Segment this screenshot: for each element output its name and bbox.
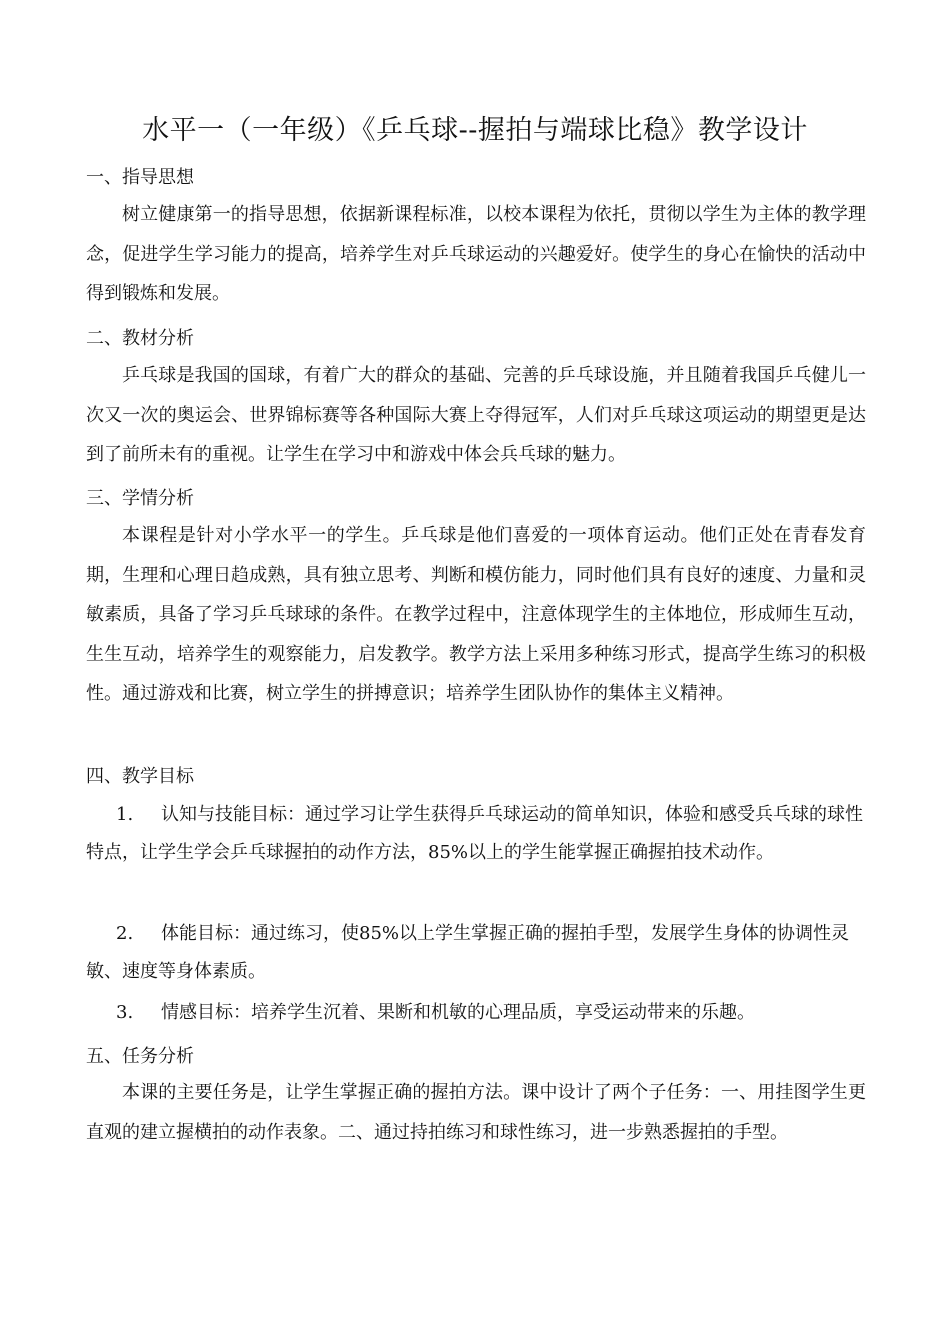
objective-text: 体能目标：通过练习，使85%以上学生掌握正确的握拍手型，发展学生身体的协调性灵敏、速度等身体素质。 (86, 923, 850, 982)
objective-item (86, 915, 866, 990)
section-paragraph-student-analysis: 本课程是针对小学水平一的学生。乒乓球是他们喜爱的一项体育运动。他们正处在青春发育期，生理和心理日趋成熟，具有独立思考、判断和模仿能力，同时他们具有良好的速度、力量和灵敏素质，具备了学习乒乓球球的条件。在教学过程中，注意体现学生的主体地位，形成师生互动，生生互动，培养学生的观察能力，启发教学。教学方法上采用多种练习形式，提高学生练习的积极性。通过游戏和比赛，树立学生的拼搏意识；培养学生团队协作的集体主义精神。 (86, 525, 866, 704)
section-heading-task-analysis: 五、任务分析 (86, 1046, 194, 1067)
objective-text: 情感目标：培养学生沉着、果断和机敏的心理品质，享受运动带来的乐趣。 (161, 1002, 755, 1023)
objective-item (86, 796, 866, 871)
section-paragraph-task-analysis: 本课的主要任务是，让学生掌握正确的握拍方法。课中设计了两个子任务：一、用挂图学生更直观的建立握横拍的动作表象。二、通过持拍练习和球性练习，进一步熟悉握拍的手型。 (86, 1082, 866, 1143)
objective-text: 认知与技能目标：通过学习让学生获得乒乓球运动的简单知识，体验和感受兵乓球的球性特点，让学生学会乒乓球握拍的动作方法，85%以上的学生能掌握正确握拍技术动作。 (86, 804, 863, 863)
objective-number: 1. (116, 804, 134, 825)
section-paragraph-guiding-ideology: 树立健康第一的指导思想，依据新课程标准，以校本课程为依托，贯彻以学生为主体的教学理念，促进学生学习能力的提高，培养学生对乒乓球运动的兴趣爱好。使学生的身心在愉快的活动中得到锻炼和发展。 (86, 204, 866, 304)
section-heading-teaching-objectives: 四、教学目标 (86, 766, 194, 787)
section-heading-material-analysis: 二、教材分析 (86, 328, 194, 349)
objective-number: 3. (116, 1002, 134, 1023)
section-paragraph-material-analysis: 乒乓球是我国的国球，有着广大的群众的基础、完善的乒乓球设施，并且随着我国乒乓健儿一次又一次的奥运会、世界锦标赛等各种国际大赛上夺得冠军，人们对乒乓球这项运动的期望更是达到了前所未有的重视。让学生在学习中和游戏中体会兵乓球的魅力。 (86, 365, 866, 465)
document-title: 水平一（一年级）《乒乓球--握拍与端球比稳》教学设计 (142, 115, 808, 146)
objective-number: 2. (116, 923, 134, 944)
objective-item (86, 994, 866, 1032)
section-heading-guiding-ideology: 一、指导思想 (86, 167, 194, 188)
section-heading-student-analysis: 三、学情分析 (86, 488, 194, 509)
